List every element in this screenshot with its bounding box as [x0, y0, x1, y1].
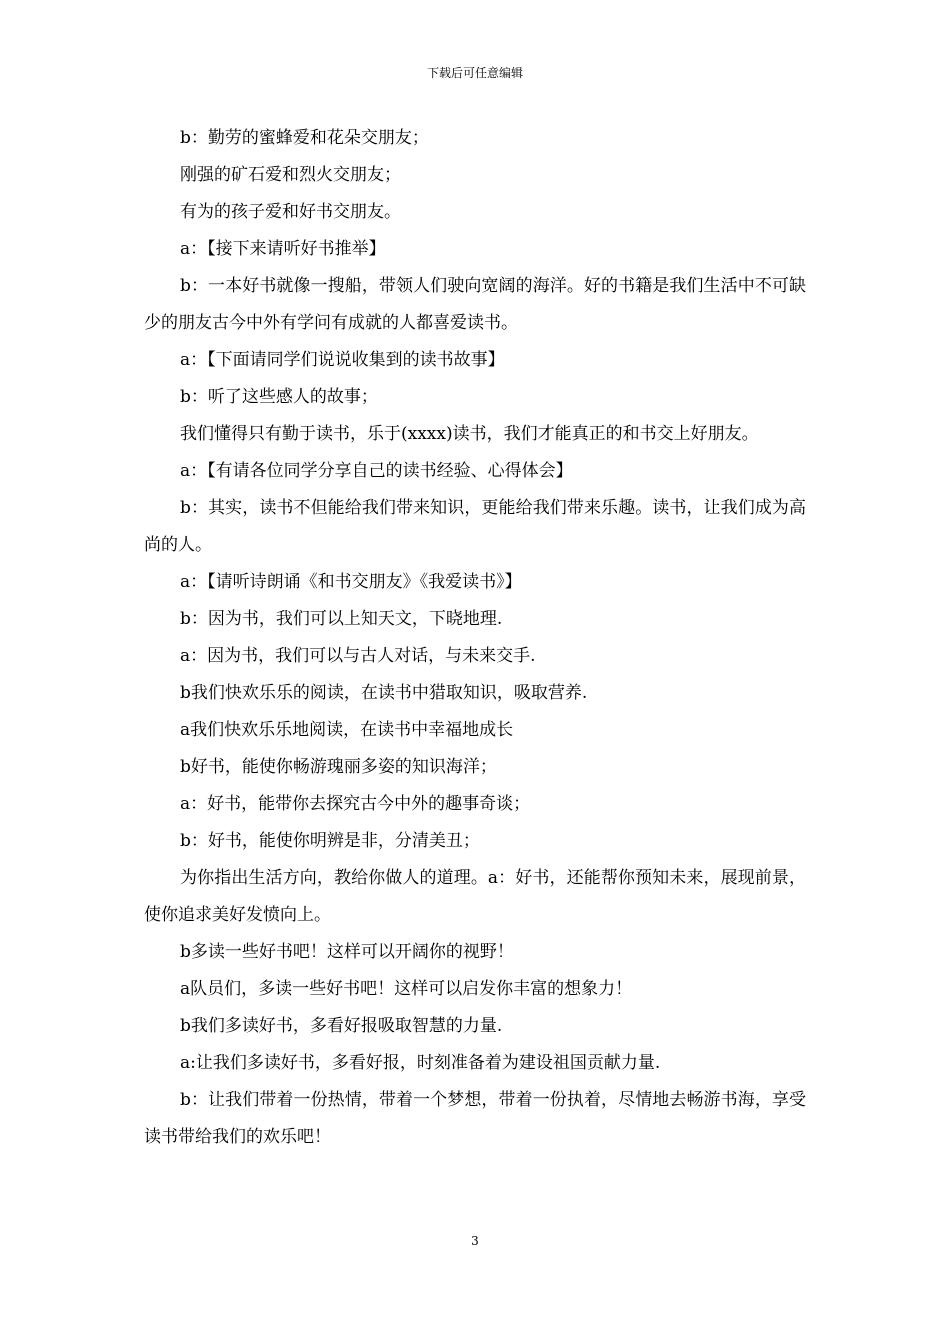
- page-number: 3: [471, 1234, 479, 1248]
- paragraph: a队员们，多读一些好书吧！这样可以启发你丰富的想象力！: [180, 979, 633, 999]
- paragraph: b：其实，读书不但能给我们带来知识，更能给我们带来乐趣。读书，让我们成为高尚的人。: [144, 498, 806, 555]
- paragraph: a：好书，能带你去探究古今中外的趣事奇谈；: [180, 794, 531, 814]
- paragraph: 为你指出生活方向，教给你做人的道理。a：好书，还能帮你预知未来，展现前景，使你追求美好发愤向上。: [144, 868, 806, 925]
- paragraph: a：【接下来请听好书推举】: [180, 239, 386, 259]
- page-header: 下载后可任意编辑: [426, 66, 523, 80]
- paragraph: 有为的孩子爱和好书交朋友。: [180, 202, 401, 222]
- paragraph: a：【下面请同学们说说收集到的读书故事】: [180, 350, 505, 370]
- paragraph: b：好书，能使你明辨是非，分清美丑；: [180, 831, 480, 851]
- paragraph: 刚强的矿石爱和烈火交朋友；: [180, 165, 401, 185]
- paragraph: a：【有请各位同学分享自己的读书经验、心得体会】: [180, 461, 573, 481]
- paragraph: b：让我们带着一份热情，带着一个梦想，带着一份执着，尽情地去畅游书海，享受读书带给我们的欢乐吧！: [144, 1090, 806, 1147]
- paragraph: b我们快欢乐乐的阅读，在读书中猎取知识，吸取营养.: [180, 683, 588, 703]
- paragraph: b好书，能使你畅游瑰丽多姿的知识海洋；: [180, 757, 497, 777]
- paragraph: a:让我们多读好书，多看好报，时刻准备着为建设祖国贡献力量.: [180, 1053, 661, 1073]
- paragraph: 我们懂得只有勤于读书，乐于(xxxx)读书，我们才能真正的和书交上好朋友。: [180, 424, 759, 444]
- paragraph: b：一本好书就像一搜船，带领人们驶向宽阔的海洋。好的书籍是我们生活中不可缺少的朋友古今中外有学问有成就的人都喜爱读书。: [144, 276, 806, 333]
- paragraph: b多读一些好书吧！这样可以开阔你的视野！: [180, 942, 514, 962]
- paragraph: b我们多读好书，多看好报吸取智慧的力量.: [180, 1016, 503, 1036]
- paragraph: a我们快欢乐乐地阅读，在读书中幸福地成长: [180, 720, 514, 740]
- paragraph: a：因为书，我们可以与古人对话，与未来交手.: [180, 646, 536, 666]
- document-body: [144, 120, 806, 1156]
- paragraph: b：勤劳的蜜蜂爱和花朵交朋友；: [180, 128, 429, 148]
- paragraph: b：听了这些感人的故事；: [180, 387, 378, 407]
- paragraph: b：因为书，我们可以上知天文，下晓地理.: [180, 609, 503, 629]
- paragraph: a：【请听诗朗诵《和书交朋友》《我爱读书》】: [180, 572, 522, 592]
